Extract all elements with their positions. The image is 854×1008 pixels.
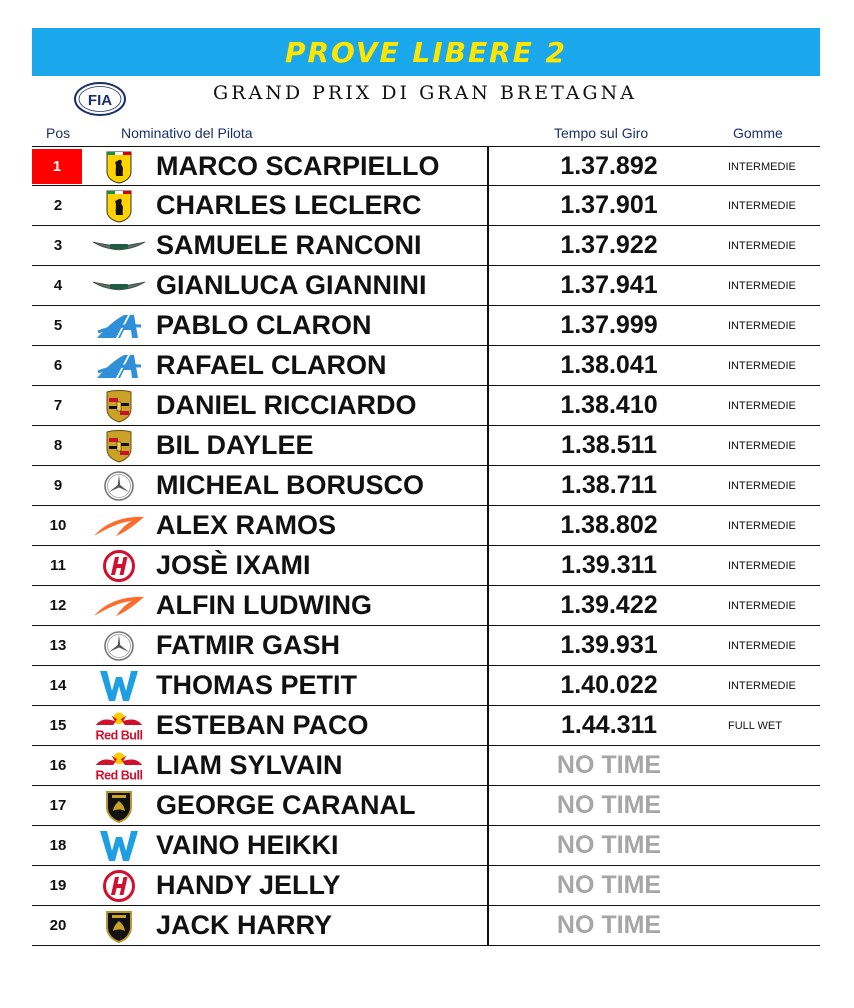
row-position: 12 xyxy=(49,597,67,614)
table-row xyxy=(32,546,820,586)
team-logo xyxy=(92,228,146,263)
alpine-icon xyxy=(94,310,144,342)
row-position: 7 xyxy=(53,397,63,414)
team-logo xyxy=(92,868,146,903)
team-logo xyxy=(92,308,146,343)
lap-time: 1.38.511 xyxy=(561,431,657,459)
driver-name: THOMAS PETIT xyxy=(156,670,357,700)
table-row xyxy=(32,706,820,746)
team-logo xyxy=(92,828,146,863)
table-row xyxy=(32,466,820,506)
row-position: 8 xyxy=(53,437,63,454)
tyre-compound xyxy=(728,826,820,865)
tyre-compound: INTERMEDIE xyxy=(728,160,796,173)
porsche-icon xyxy=(105,389,133,423)
team-logo xyxy=(92,668,146,703)
tyre-compound: INTERMEDIE xyxy=(728,319,796,332)
team-logo xyxy=(92,708,146,743)
column-divider xyxy=(487,306,489,345)
header-tyres: Gomme xyxy=(733,125,783,141)
column-divider xyxy=(487,426,489,465)
table-row xyxy=(32,826,820,866)
tyre-compound: INTERMEDIE xyxy=(728,279,796,292)
team-logo xyxy=(92,548,146,583)
driver-name: JACK HARRY xyxy=(156,910,333,940)
driver-name: ESTEBAN PACO xyxy=(156,710,369,740)
row-position: 2 xyxy=(53,197,63,214)
fia-logo xyxy=(74,82,126,116)
header-driver: Nominativo del Pilota xyxy=(121,125,253,141)
page-title: PROVE LIBERE 2 xyxy=(284,35,568,69)
fia-logo-text: FIA xyxy=(87,92,113,109)
column-divider xyxy=(487,546,489,585)
ferrari-icon xyxy=(105,189,133,223)
table-row xyxy=(32,386,820,426)
driver-name: RAFAEL CLARON xyxy=(156,350,387,380)
table-row xyxy=(32,306,820,346)
driver-name: MARCO SCARPIELLO xyxy=(156,151,440,181)
tyre-compound: INTERMEDIE xyxy=(728,559,796,572)
row-position: 18 xyxy=(49,837,67,854)
table-row xyxy=(32,146,820,186)
driver-name: JOSÈ IXAMI xyxy=(156,550,311,580)
haas-icon xyxy=(101,870,137,902)
williams-icon xyxy=(99,669,139,703)
row-position: 3 xyxy=(53,237,63,254)
row-position: 5 xyxy=(53,317,63,334)
row-position: 9 xyxy=(53,477,63,494)
redbull-logo-text: Red Bull xyxy=(95,768,143,782)
lamborghini-icon xyxy=(105,789,133,823)
driver-name: GIANLUCA GIANNINI xyxy=(156,270,427,300)
redbull-icon xyxy=(92,749,146,783)
team-logo xyxy=(92,628,146,663)
column-divider xyxy=(487,626,489,665)
row-position: 11 xyxy=(50,557,66,574)
lap-time: 1.37.999 xyxy=(560,311,658,339)
tyre-compound: INTERMEDIE xyxy=(728,679,796,692)
aston-martin-icon xyxy=(92,276,146,296)
lap-time: NO TIME xyxy=(556,751,662,779)
column-divider xyxy=(487,746,489,785)
driver-name: PABLO CLARON xyxy=(156,310,372,340)
table-row xyxy=(32,346,820,386)
ferrari-icon xyxy=(105,150,133,184)
table-row xyxy=(32,786,820,826)
column-divider xyxy=(487,906,489,945)
driver-name: HANDY JELLY xyxy=(156,870,341,900)
column-divider xyxy=(487,226,489,265)
lap-time: 1.38.711 xyxy=(561,471,657,499)
column-divider xyxy=(487,586,489,625)
column-divider xyxy=(487,346,489,385)
column-divider xyxy=(487,826,489,865)
williams-icon xyxy=(99,829,139,863)
subtitle: GRAND PRIX DI GRAN BRETAGNA xyxy=(213,82,637,104)
tyre-compound xyxy=(728,906,820,945)
team-logo xyxy=(92,468,146,503)
porsche-icon xyxy=(105,429,133,463)
row-position: 14 xyxy=(49,677,67,694)
table-row xyxy=(32,906,820,946)
team-logo xyxy=(92,788,146,823)
tyre-compound xyxy=(728,746,820,785)
row-position: 19 xyxy=(49,877,67,894)
tyre-compound: FULL WET xyxy=(728,719,782,732)
team-logo xyxy=(92,388,146,423)
driver-name: GEORGE CARANAL xyxy=(156,790,416,820)
column-divider xyxy=(487,266,489,305)
team-logo xyxy=(92,508,146,543)
tyre-compound: INTERMEDIE xyxy=(728,519,796,532)
row-position: 17 xyxy=(49,797,67,814)
column-divider xyxy=(487,786,489,825)
driver-name: LIAM SYLVAIN xyxy=(156,750,343,780)
tyre-compound: INTERMEDIE xyxy=(728,479,796,492)
row-position: 16 xyxy=(49,757,67,774)
results-table xyxy=(32,146,820,946)
table-row xyxy=(32,666,820,706)
column-divider xyxy=(487,706,489,745)
column-headers xyxy=(0,125,854,145)
driver-name: DANIEL RICCIARDO xyxy=(156,390,417,420)
team-logo xyxy=(92,908,146,943)
row-position: 15 xyxy=(49,717,67,734)
tyre-compound xyxy=(728,786,820,825)
column-divider xyxy=(487,386,489,425)
team-logo xyxy=(92,188,146,223)
tyre-compound: INTERMEDIE xyxy=(728,439,796,452)
team-logo xyxy=(92,428,146,463)
alpine-icon xyxy=(94,350,144,382)
header-time: Tempo sul Giro xyxy=(554,125,649,141)
driver-name: CHARLES LECLERC xyxy=(156,190,422,220)
lap-time: 1.37.892 xyxy=(560,152,658,180)
lap-time: 1.37.901 xyxy=(560,191,658,219)
column-divider xyxy=(487,186,489,225)
table-row xyxy=(32,226,820,266)
title-banner xyxy=(32,28,820,76)
lap-time: 1.39.311 xyxy=(561,551,657,579)
row-position: 1 xyxy=(32,149,82,184)
row-position: 4 xyxy=(53,277,63,294)
table-row xyxy=(32,506,820,546)
table-row xyxy=(32,586,820,626)
driver-name: VAINO HEIKKI xyxy=(156,830,339,860)
table-row xyxy=(32,746,820,786)
tyre-compound: INTERMEDIE xyxy=(728,199,796,212)
driver-name: BIL DAYLEE xyxy=(156,430,314,460)
team-logo xyxy=(92,149,146,184)
tyre-compound: INTERMEDIE xyxy=(728,399,796,412)
lap-time: 1.38.041 xyxy=(560,351,658,379)
lap-time: 1.38.410 xyxy=(560,391,658,419)
lap-time: 1.39.422 xyxy=(560,591,658,619)
column-divider xyxy=(487,466,489,505)
table-row xyxy=(32,866,820,906)
row-position: 10 xyxy=(49,517,67,534)
column-divider xyxy=(487,506,489,545)
driver-name: MICHEAL BORUSCO xyxy=(156,470,425,500)
mclaren-icon xyxy=(92,594,146,618)
tyre-compound xyxy=(728,866,820,905)
row-position: 13 xyxy=(49,637,67,654)
table-row xyxy=(32,266,820,306)
header-pos: Pos xyxy=(46,125,71,141)
mercedes-icon xyxy=(103,630,135,662)
team-logo xyxy=(92,348,146,383)
table-row xyxy=(32,186,820,226)
lap-time: 1.44.311 xyxy=(561,711,657,739)
lap-time: NO TIME xyxy=(556,871,662,899)
driver-name: ALFIN LUDWING xyxy=(156,590,372,620)
lap-time: 1.40.022 xyxy=(560,671,658,699)
redbull-icon xyxy=(92,709,146,743)
lap-time: 1.39.931 xyxy=(560,631,658,659)
team-logo xyxy=(92,588,146,623)
team-logo xyxy=(92,748,146,783)
lap-time: 1.37.941 xyxy=(560,271,658,299)
team-logo xyxy=(92,268,146,303)
lap-time: NO TIME xyxy=(556,911,662,939)
driver-name: SAMUELE RANCONI xyxy=(156,230,422,260)
haas-icon xyxy=(101,550,137,582)
tyre-compound: INTERMEDIE xyxy=(728,359,796,372)
redbull-logo-text: Red Bull xyxy=(95,728,143,742)
tyre-compound: INTERMEDIE xyxy=(728,639,796,652)
table-row xyxy=(32,626,820,666)
lap-time: 1.37.922 xyxy=(560,231,658,259)
column-divider xyxy=(487,866,489,905)
mclaren-icon xyxy=(92,514,146,538)
mercedes-icon xyxy=(103,470,135,502)
lap-time: NO TIME xyxy=(556,791,662,819)
column-divider xyxy=(487,147,489,186)
lap-time: NO TIME xyxy=(556,831,662,859)
row-position: 6 xyxy=(53,357,63,374)
aston-martin-icon xyxy=(92,236,146,256)
column-divider xyxy=(487,666,489,705)
driver-name: ALEX RAMOS xyxy=(156,510,337,540)
lamborghini-icon xyxy=(105,909,133,943)
tyre-compound: INTERMEDIE xyxy=(728,239,796,252)
table-row xyxy=(32,426,820,466)
row-position: 20 xyxy=(49,917,67,934)
driver-name: FATMIR GASH xyxy=(156,630,340,660)
lap-time: 1.38.802 xyxy=(560,511,658,539)
tyre-compound: INTERMEDIE xyxy=(728,599,796,612)
